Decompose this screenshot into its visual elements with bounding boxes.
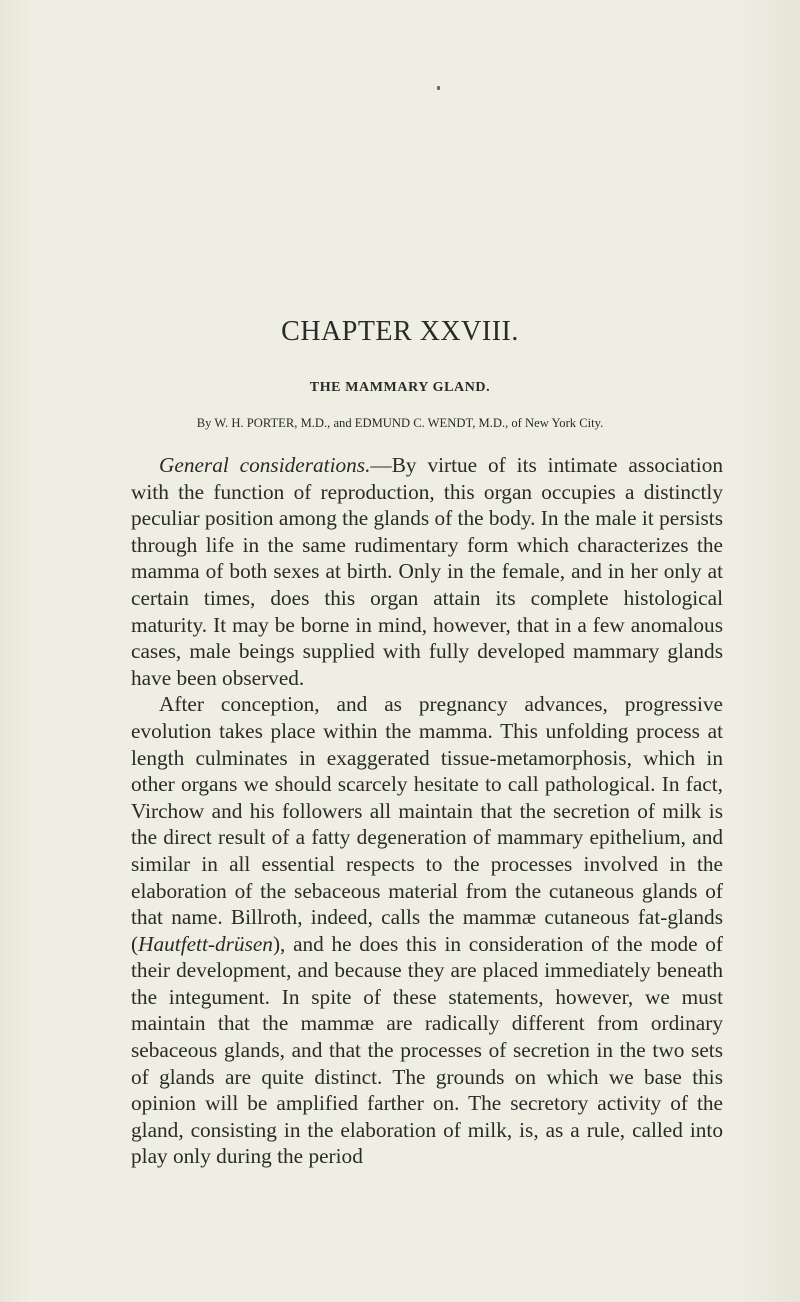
paragraph-general-considerations (131, 452, 723, 691)
author-byline: By W. H. PORTER, M.D., and EDMUND C. WENDT, M.D., of New York City. (196, 416, 604, 430)
body-text (131, 452, 723, 1170)
paragraph-after-conception (131, 691, 723, 1170)
paragraph-text: After conception, and as pregnancy advances, progressive evolution takes place within the mamma. This unfolding process at length culminates in exaggerated tissue-metamorphosis, which in other organs we should scarcely hesitate to call pathological. In fact, Virchow and his followers all maintain that the secretion of milk is the direct result of a fatty degeneration of mammary epithelium, and similar in all essential respects to the processes involved in the elaboration of the sebaceous material from the cutaneous glands of that name. Billroth, indeed, calls the mammæ cutaneous fat-glands ( (131, 692, 723, 956)
section-title: THE MAMMARY GLAND. (309, 380, 491, 395)
paragraph-text: —By virtue of its intimate association with the function of reproduction, this organ occupies a distinctly peculiar position among the glands of the body. In the male it persists through life in the same rudimentary form which characterizes the mamma of both sexes at birth. Only in the female, and in her only at certain times, does this organ attain its complete histological maturity. It may be borne in mind, however, that in a few anomalous cases, male beings supplied with fully developed mammary glands have been observed. (131, 453, 723, 690)
print-speck (437, 86, 440, 90)
paragraph-lead-heading: General considerations. (159, 453, 371, 477)
chapter-title: CHAPTER XXVIII. (281, 316, 519, 347)
italic-term: Hautfett-drüsen (138, 931, 273, 956)
paragraph-text-continued: ), and he does this in consideration of the mode of their development, and because they are placed immediately beneath the integument. In spite of these statements, however, we must maintain that the mammæ are radically different from ordinary sebaceous glands, and that the processes of secretion in the two sets of glands are quite distinct. The grounds on which we base this opinion will be amplified farther on. The secretory activity of the gland, consisting in the elaboration of milk, is, as a rule, called into play only during the period (131, 931, 723, 1169)
